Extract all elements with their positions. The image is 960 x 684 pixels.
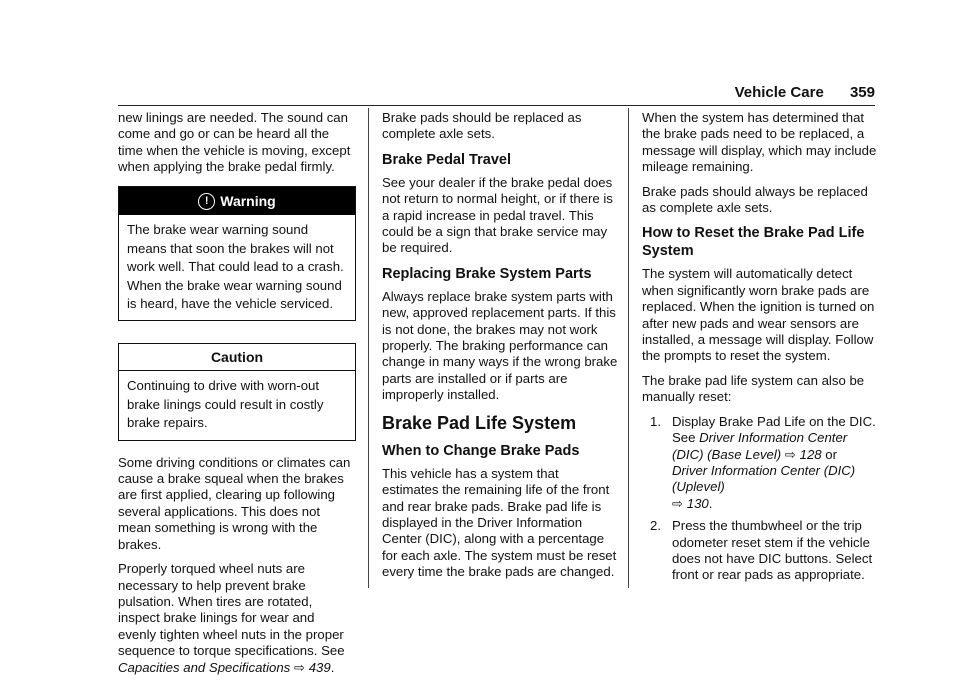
- heading-replacing-parts: Replacing Brake System Parts: [382, 265, 592, 282]
- paragraph: This vehicle has a system that estimates the remaining life of the front and rear brake pads. Brake pad life is displayed in the Driver Information Center (DIC), along with a percentage for each axle. The system must be reset every time the brake pads are changed.: [382, 465, 617, 580]
- caution-body: Continuing to drive with worn-out brake linings could result in costly brake repairs.: [127, 378, 324, 431]
- paragraph: When the system has determined that the brake pads need to be replaced, a message will display, which may include mileage remaining.: [642, 110, 877, 175]
- paragraph: new linings are needed. The sound can come and go or can be heard all the time when the vehicle is moving, except when applying the brake pedal firmly.: [118, 110, 351, 175]
- cross-reference-link[interactable]: Driver Information Center (DIC) (Base Level) ⇨ 128: [672, 430, 848, 462]
- paragraph: Brake pads should always be replaced as complete axle sets.: [642, 183, 868, 216]
- cross-reference-link[interactable]: Driver Information Center (DIC) (Uplevel) ⇨ 130: [672, 462, 856, 511]
- paragraph: Brake pads should be replaced as complete axle sets.: [382, 110, 582, 142]
- column-1: [118, 110, 356, 684]
- list-item: 1. Display Brake Pad Life on the DIC. See Driver Information Center (DIC) (Base Level) ⇨ 128 or Driver Information Center (DIC) (Uplevel) ⇨ 130.: [650, 413, 876, 511]
- page-header: [735, 84, 875, 101]
- heading-how-to-reset: How to Reset the Brake Pad Life System: [642, 225, 865, 260]
- steps-list: [642, 414, 878, 584]
- paragraph: The brake pad life system can also be manually reset:: [642, 372, 865, 405]
- caution-title: Caution: [119, 344, 355, 371]
- paragraph: Some driving conditions or climates can cause a brake squeal when the brakes are first applied, clearing up following several applications. This does not mean something is wrong with the brakes.: [118, 454, 351, 552]
- cross-reference-link[interactable]: Capacities and Specifications ⇨ 439: [118, 659, 331, 675]
- paragraph: The system will automatically detect when significantly worn brake pads are replaced. When the ignition is turned on after new pads and wear sensors are installed, a message will display. Follow the prompts to reset the system.: [642, 266, 875, 364]
- page-arrow-icon: ⇨: [672, 495, 684, 511]
- column-divider-1: [368, 108, 369, 588]
- header-divider: [118, 105, 875, 106]
- paragraph: Always replace brake system parts with new, approved replacement parts. If this is not done, the brakes may not work properly. The braking performance can change in many ways if the wrong brake parts are installed or if parts are improperly installed.: [382, 288, 618, 403]
- section-title: Vehicle Care: [734, 84, 824, 101]
- caution-box: [118, 343, 356, 440]
- page-arrow-icon: ⇨: [784, 446, 796, 462]
- heading-when-to-change: When to Change Brake Pads: [382, 442, 580, 459]
- warning-circle-icon: !: [198, 193, 215, 210]
- heading-brake-pad-life-system: Brake Pad Life System: [382, 412, 577, 433]
- paragraph: See your dealer if the brake pedal does not return to normal height, or if there is a rapid increase in pedal travel. This could be a sign that brake service may be required.: [382, 174, 613, 256]
- column-divider-2: [628, 108, 629, 588]
- warning-title: Warning: [220, 192, 276, 209]
- page-number: 359: [849, 84, 875, 101]
- warning-header: [119, 187, 355, 216]
- column-2: [382, 110, 618, 589]
- warning-box: [118, 186, 356, 322]
- heading-brake-pedal-travel: Brake Pedal Travel: [382, 151, 511, 168]
- paragraph: Properly torqued wheel nuts are necessary to help prevent brake pulsation. When tires are rotated, inspect brake linings for wear and evenly tighten wheel nuts in the proper sequence to torque specifications. See Capacities and Specifications ⇨ 439.: [118, 561, 345, 675]
- page-arrow-icon: ⇨: [293, 659, 306, 675]
- warning-body: The brake wear warning sound means that soon the brakes will not work well. That could lead to a crash. When the brake wear warning sound is heard, have the vehicle serviced.: [127, 222, 344, 312]
- list-item: 2. Press the thumbwheel or the trip odometer reset stem if the vehicle does not have DIC buttons. Select front or rear pads as appropriate.: [650, 518, 873, 583]
- column-3: [642, 110, 878, 590]
